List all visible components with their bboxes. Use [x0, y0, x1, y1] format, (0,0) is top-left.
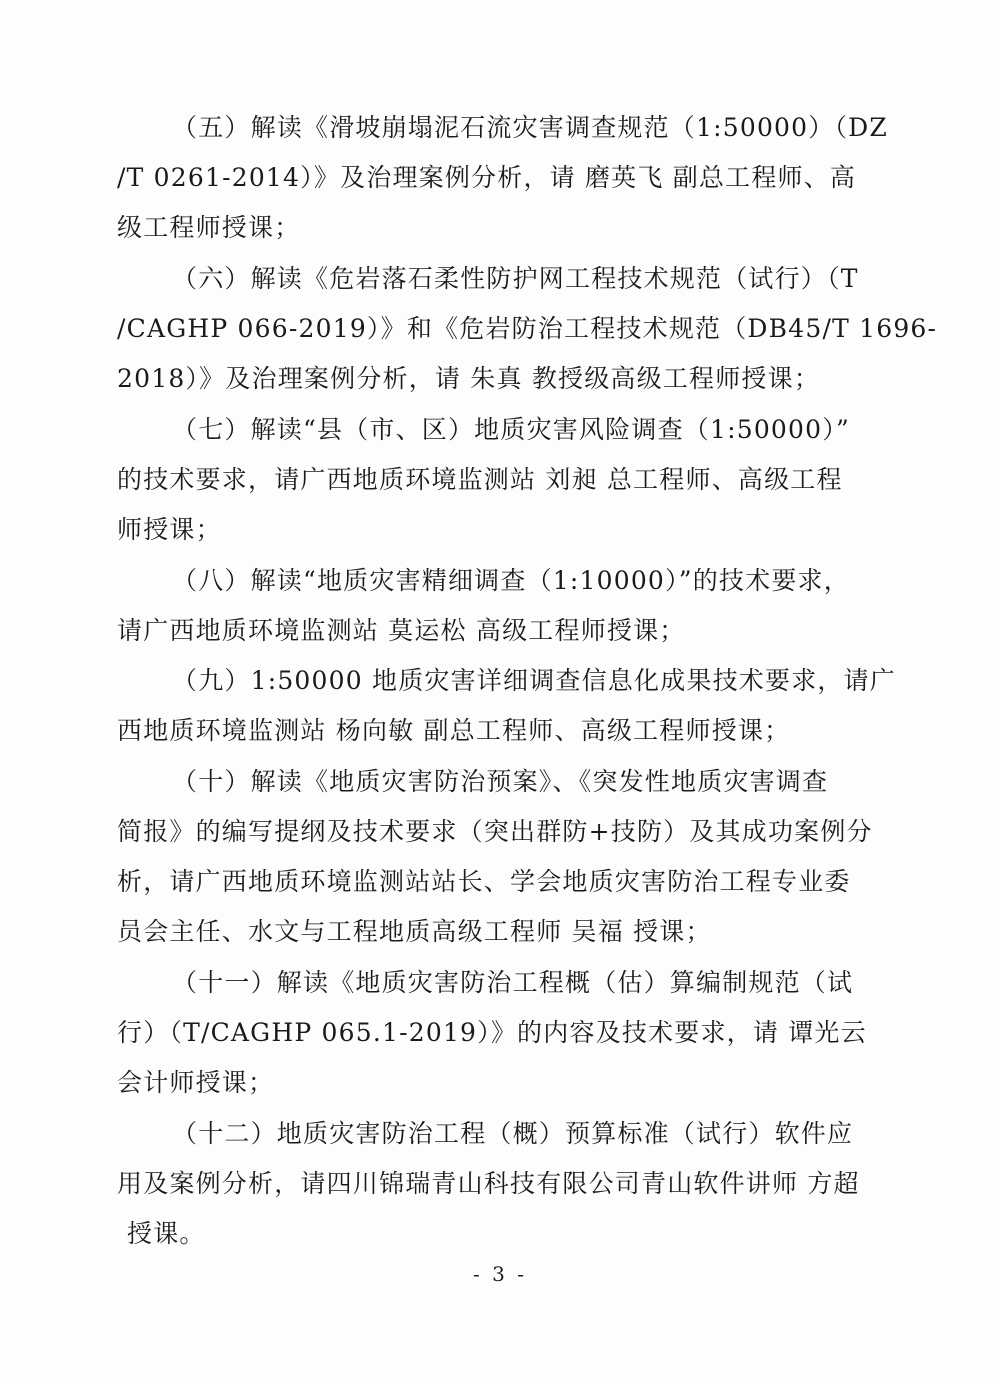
text-line-item-8-start: （八）解读“地质灾害精细调查（1:10000）”的技术要求，: [172, 566, 850, 595]
text-line-item-9-start: （九）1:50000 地质灾害详细调查信息化成果技术要求，请广: [172, 666, 897, 695]
text-line-item-10-start: （十）解读《地质灾害防治预案》、《突发性地质灾害调查: [172, 767, 829, 796]
text-line: 会计师授课；: [117, 1068, 275, 1097]
text-line-item-7-start: （七）解读“县（市、区）地质灾害风险调查（1:50000）”: [172, 415, 850, 444]
text-line-item-11-start: （十一）解读《地质灾害防治工程概（估）算编制规范（试: [172, 968, 854, 997]
text-line-item-12-start: （十二）地质灾害防治工程（概）预算标准（试行）软件应: [172, 1119, 854, 1148]
page-number: - 3 -: [473, 1262, 527, 1286]
text-line: 简报》的编写提纲及技术要求（突出群防+技防）及其成功案例分: [117, 817, 873, 846]
text-line: 请广西地质环境监测站 莫运松 高级工程师授课；: [117, 616, 686, 645]
text-line: 授课。: [127, 1219, 206, 1248]
text-line: 行）（T/CAGHP 065.1-2019）》的内容及技术要求，请 谭光云: [117, 1018, 867, 1047]
text-line: /T 0261-2014）》及治理案例分析，请 磨英飞 副总工程师、高: [117, 163, 857, 192]
text-line: 级工程师授课；: [117, 213, 301, 242]
text-line-item-6-start: （六）解读《危岩落石柔性防护网工程技术规范（试行）（T: [172, 264, 859, 293]
text-line-item-5-start: （五）解读《滑坡崩塌泥石流灾害调查规范（1:50000）（DZ: [172, 113, 888, 142]
text-line: 析，请广西地质环境监测站站长、学会地质灾害防治工程专业委: [117, 867, 851, 896]
text-line: /CAGHP 066-2019）》和《危岩防治工程技术规范（DB45/T 1696-: [117, 314, 938, 343]
text-line: 员会主任、水文与工程地质高级工程师 吴福 授课；: [117, 917, 712, 946]
text-line: 的技术要求，请广西地质环境监测站 刘昶 总工程师、高级工程: [117, 465, 843, 494]
text-line: 2018）》及治理案例分析，请 朱真 教授级高级工程师授课；: [117, 364, 821, 393]
text-line: 用及案例分析，请四川锦瑞青山科技有限公司青山软件讲师 方超: [117, 1169, 860, 1198]
text-line: 师授课；: [117, 515, 222, 544]
text-line: 西地质环境监测站 杨向敏 副总工程师、高级工程师授课；: [117, 716, 791, 745]
